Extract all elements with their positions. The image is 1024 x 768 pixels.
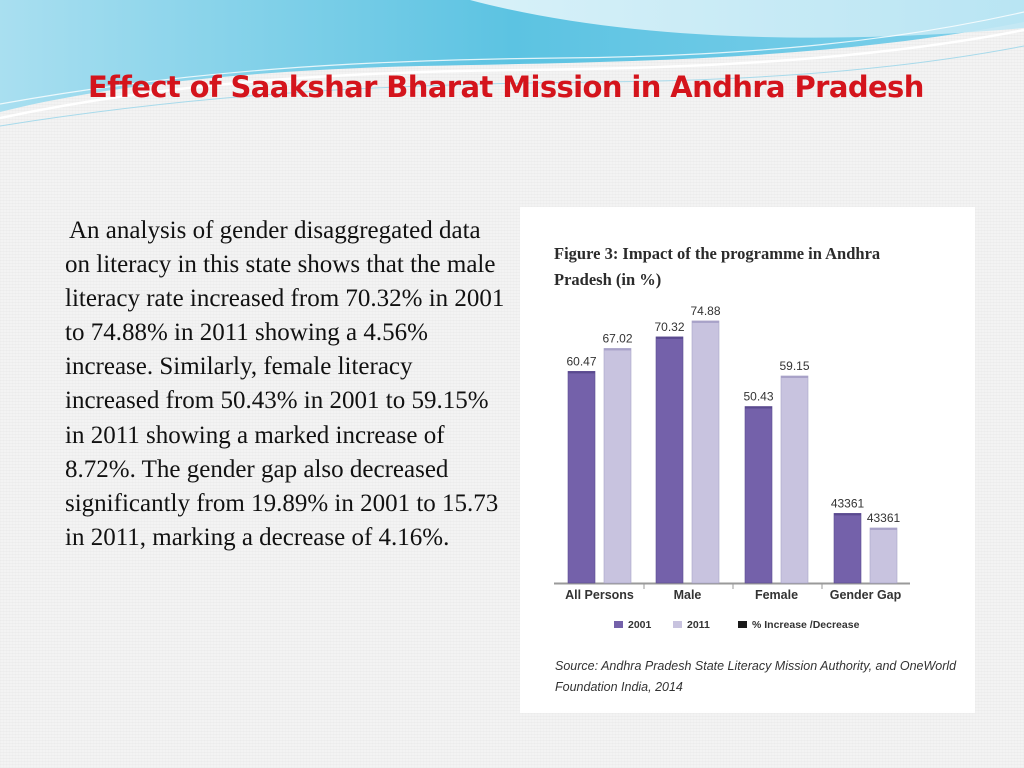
bar-2011-male — [692, 321, 719, 583]
category-label: Male — [673, 588, 702, 602]
legend-label: % Increase /Decrease — [752, 619, 860, 631]
data-label: 74.88 — [690, 303, 721, 318]
bar-2001-gender-gap — [834, 513, 861, 583]
data-label: 67.02 — [602, 331, 633, 346]
figure-panel — [520, 207, 975, 713]
legend-label: 2001 — [628, 619, 652, 631]
bar-top-edge — [656, 337, 683, 339]
bar-top-edge — [745, 406, 772, 408]
data-label: 43361 — [830, 496, 865, 511]
legend-swatch-2 — [738, 621, 747, 628]
bar-2011-gender-gap — [870, 528, 897, 583]
slide-title: Effect of Saakshar Bharat Mission in Andhra Pradesh — [88, 70, 924, 104]
bar-top-edge — [568, 371, 595, 373]
bar-top-edge — [870, 528, 897, 530]
bar-2011-female — [781, 376, 808, 583]
bar-2001-male — [656, 337, 683, 583]
bar-2001-female — [745, 406, 772, 583]
legend-label: 2011 — [687, 619, 710, 631]
category-label: Gender Gap — [829, 588, 902, 602]
data-label: 43361 — [866, 510, 901, 525]
category-label: All Persons — [565, 588, 634, 602]
category-label: Female — [754, 588, 799, 602]
source-note: Source: Andhra Pradesh State Literacy Mission Authority, and OneWorld Foundation India, 2014 — [555, 659, 957, 694]
data-label: 70.32 — [654, 319, 685, 334]
figure-caption: Figure 3: Impact of the programme in Andhra Pradesh (in %) — [554, 244, 881, 289]
bar-2011-all-persons — [604, 348, 631, 583]
data-label: 60.47 — [566, 354, 597, 369]
bar-top-edge — [834, 513, 861, 515]
bar-top-edge — [781, 376, 808, 378]
bar-top-edge — [604, 348, 631, 350]
bar-2001-all-persons — [568, 371, 595, 583]
legend-swatch-0 — [614, 621, 623, 628]
data-label: 59.15 — [779, 358, 810, 373]
bar-top-edge — [692, 321, 719, 323]
body-paragraph: An analysis of gender disaggregated data on literacy in this state shows that the male literacy rate increased from 70.32% in 2001 to 74.88% in 2011 showing a 4.56% increase. Similarly, female literacy increased from 50.43% in 2001 to 59.15% in 2011 showing a marked increase of 8.72%. The gender gap also decreased significantly from 19.89% in 2001 to 15.73 in 2011, marking a decrease of 4.16%. — [65, 217, 505, 551]
legend-swatch-1 — [673, 621, 682, 628]
data-label: 50.43 — [743, 389, 774, 404]
